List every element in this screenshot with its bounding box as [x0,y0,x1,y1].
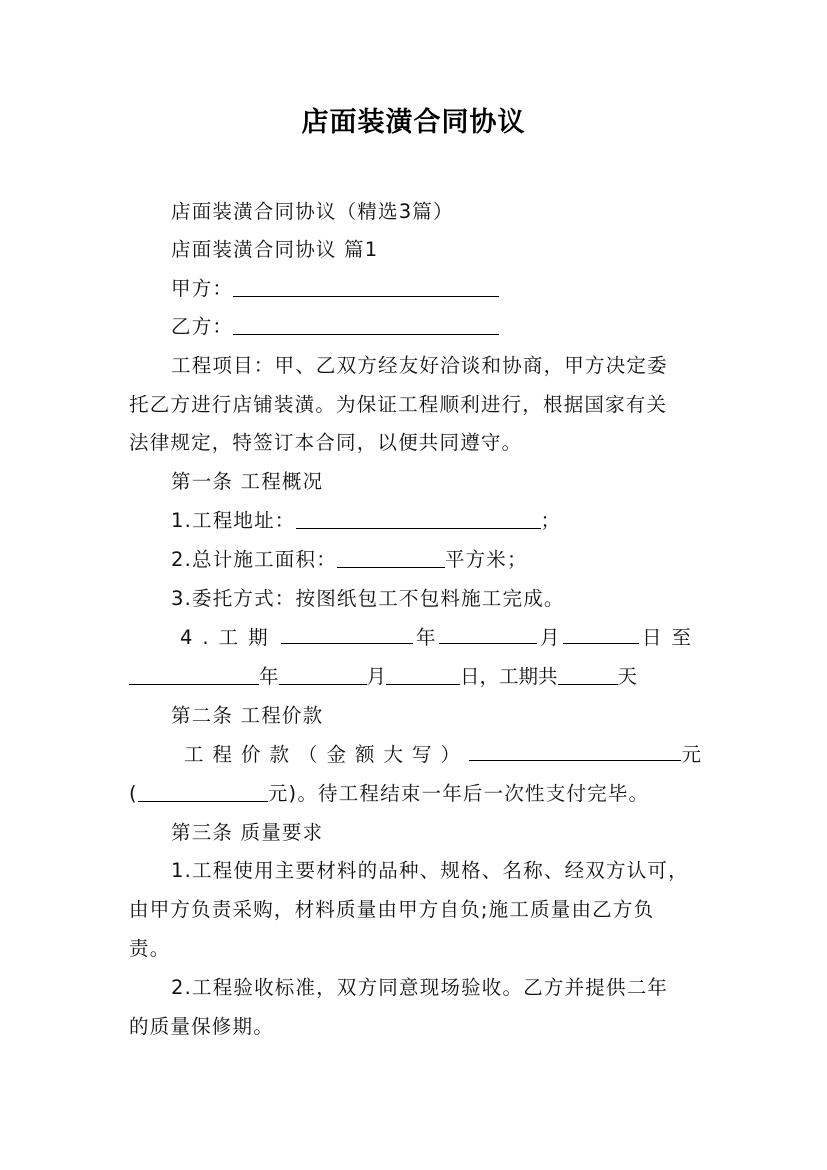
article3-item1-line3: 责。 [129,937,171,960]
article3-heading: 第三条 质量要求 [171,821,324,844]
start-month-label: 月 [540,626,560,649]
address-blank [296,510,541,529]
address-label: 1.工程地址： [171,509,296,532]
price-paren: ( [129,782,138,805]
article1-item4-line1 [180,625,701,651]
duration-unit: 天 [617,665,638,688]
price-note: 元)。待工程结束一年后一次性支付完毕。 [267,782,650,805]
area-blank [337,549,445,568]
party-a-line [129,276,743,302]
price-unit: 元 [681,743,701,766]
area-unit: 平方米； [444,548,528,571]
price-blank [469,742,681,761]
end-month-blank [279,666,367,685]
part-heading: 店面装潢合同协议 篇1 [171,238,379,261]
article3-item1-line2: 由甲方负责采购，材料质量由甲方自负;施工质量由乙方负 [129,898,655,921]
article3-item2-line1: 2.工程验收标准，双方同意现场验收。乙方并提供二年 [171,976,669,999]
article3-item2-line2: 的质量保修期。 [129,1015,274,1038]
party-a-blank [233,278,499,297]
start-year-label: 年 [416,626,436,649]
article1-item3: 3.委托方式：按图纸包工不包料施工完成。 [171,587,565,610]
area-label: 2.总计施工面积： [171,548,337,571]
article1-heading: 第一条 工程概况 [171,470,324,493]
document-subtitle: 店面装潢合同协议（精选3篇） [171,200,454,223]
party-b-label: 乙方： [171,315,234,338]
article3-item1-line1: 1.工程使用主要材料的品种、规格、名称、经双方认可， [171,859,689,882]
price-label: 工程价款（金额大写） [184,743,470,766]
end-day-label: 日，工期共 [460,665,558,688]
end-month-label: 月 [366,665,387,688]
article2-line1 [184,742,701,768]
duration-blank [558,666,618,685]
address-end: ； [540,509,562,532]
article2-line2 [129,781,701,807]
end-year-blank [129,666,259,685]
project-line-2: 托乙方进行店铺装潢。为保证工程顺利进行，根据国家有关 [129,393,668,416]
end-year-label: 年 [259,665,279,688]
start-month-blank [439,625,537,644]
party-b-line [129,314,743,340]
price-number-blank [138,783,268,802]
party-b-blank [233,316,499,335]
project-line-1: 工程项目：甲、乙双方经友好洽谈和协商，甲方决定委 [171,354,668,377]
end-day-blank [386,666,460,685]
article1-item2 [129,547,743,573]
article1-item4-line2 [129,664,701,690]
project-line-3: 法律规定，特签订本合同，以便共同遵守。 [129,431,523,454]
document-title: 店面装潢合同协议 [301,107,526,138]
schedule-label: 4.工期 [180,626,278,649]
start-day-label: 日至 [641,626,701,649]
start-day-blank [563,625,639,644]
start-year-blank [281,625,413,644]
article1-item1 [129,508,743,534]
article2-heading: 第二条 工程价款 [171,704,324,727]
party-a-label: 甲方： [171,277,234,300]
